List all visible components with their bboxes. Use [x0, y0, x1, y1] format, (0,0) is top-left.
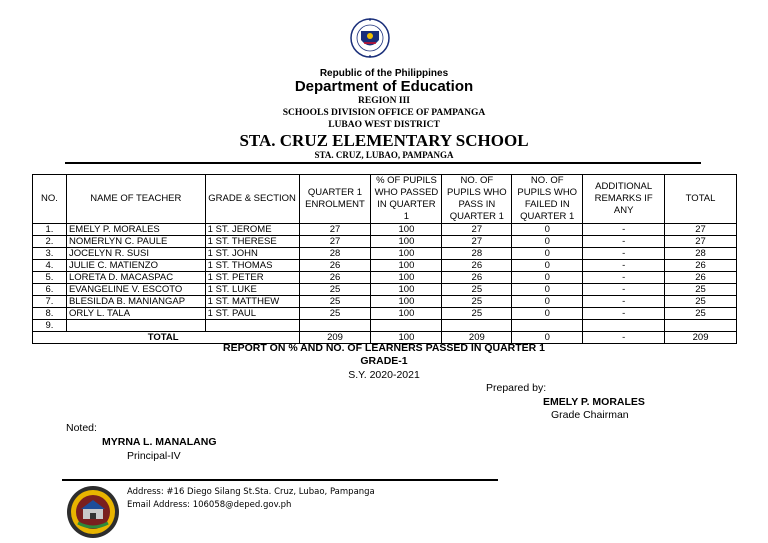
teacher-name: [66, 320, 205, 332]
teacher-name: ORLY L. TALA: [66, 308, 205, 320]
grade-section: 1 ST. MATTHEW: [205, 296, 299, 308]
noted-position: Principal-IV: [127, 450, 181, 462]
remarks: -: [583, 224, 665, 236]
remarks: -: [583, 308, 665, 320]
row-no: 4.: [33, 260, 67, 272]
no-failed: 0: [512, 308, 583, 320]
quarter-report-table: [32, 174, 737, 344]
remarks: -: [583, 284, 665, 296]
footer-address: Address: #16 Diego Silang St.Sta. Cruz, Lubao, Pampanga: [127, 487, 375, 497]
col-failed-header: NO. OF PUPILS WHO FAILED IN QUARTER 1: [512, 175, 583, 224]
row-total: 28: [665, 248, 737, 260]
prepared-position: Grade Chairman: [551, 409, 629, 421]
teacher-name: NOMERLYN C. PAULE: [66, 236, 205, 248]
remarks: -: [583, 272, 665, 284]
enrolment: 25: [299, 296, 371, 308]
table-row: [33, 284, 737, 296]
row-no: 8.: [33, 308, 67, 320]
teacher-name: EMELY P. MORALES: [66, 224, 205, 236]
footer-email: Email Address: 106058@deped.gov.ph: [127, 500, 292, 510]
remarks: -: [583, 296, 665, 308]
table-row: [33, 260, 737, 272]
footer-divider: [62, 479, 498, 481]
total-pct: 100: [371, 332, 442, 344]
prepared-label: Prepared by:: [486, 382, 547, 394]
total-remarks: -: [583, 332, 665, 344]
pct-passed: 100: [371, 296, 442, 308]
row-total: 26: [665, 260, 737, 272]
no-passed: [442, 320, 512, 332]
table-row: [33, 272, 737, 284]
total-failed: 0: [512, 332, 583, 344]
grade-section: 1 ST. LUKE: [205, 284, 299, 296]
district-line: LUBAO WEST DISTRICT: [328, 120, 440, 130]
row-no: 3.: [33, 248, 67, 260]
col-no-header: NO.: [33, 175, 67, 224]
no-failed: [512, 320, 583, 332]
enrolment: 27: [299, 236, 371, 248]
col-total-header: TOTAL: [665, 175, 737, 224]
teacher-name: JULIE C. MATIENZO: [66, 260, 205, 272]
no-passed: 25: [442, 296, 512, 308]
row-total: 25: [665, 284, 737, 296]
no-passed: 26: [442, 260, 512, 272]
row-no: 9.: [33, 320, 67, 332]
grade-section: 1 ST. JEROME: [205, 224, 299, 236]
table-row: [33, 296, 737, 308]
department-name: Department of Education: [294, 78, 474, 95]
total-passed: 209: [442, 332, 512, 344]
teacher-name: JOCELYN R. SUSI: [66, 248, 205, 260]
no-passed: 27: [442, 236, 512, 248]
remarks: -: [583, 260, 665, 272]
no-failed: 0: [512, 284, 583, 296]
row-no: 2.: [33, 236, 67, 248]
grade-section: 1 ST. PETER: [205, 272, 299, 284]
pct-passed: 100: [371, 260, 442, 272]
region-line: REGION III: [358, 96, 410, 106]
pct-passed: 100: [371, 248, 442, 260]
school-seal-logo: [66, 485, 120, 539]
no-passed: 25: [442, 308, 512, 320]
grade-section: [205, 320, 299, 332]
grade-section: 1 ST. THERESE: [205, 236, 299, 248]
col-pct-header: % OF PUPILS WHO PASSED IN QUARTER 1: [371, 175, 442, 224]
enrolment: 25: [299, 284, 371, 296]
col-enrolment-header: QUARTER 1 ENROLMENT: [299, 175, 371, 224]
grade-section: 1 ST. JOHN: [205, 248, 299, 260]
noted-label: Noted:: [66, 422, 97, 434]
enrolment: [299, 320, 371, 332]
grade-section: 1 ST. PAUL: [205, 308, 299, 320]
row-total: 25: [665, 296, 737, 308]
no-passed: 28: [442, 248, 512, 260]
enrolment: 26: [299, 260, 371, 272]
report-grade: GRADE-1: [360, 355, 408, 367]
noted-name: MYRNA L. MANALANG: [102, 436, 217, 448]
remarks: -: [583, 248, 665, 260]
row-total: 27: [665, 224, 737, 236]
no-failed: 0: [512, 260, 583, 272]
no-failed: 0: [512, 272, 583, 284]
no-passed: 27: [442, 224, 512, 236]
teacher-name: BLESILDA B. MANIANGAP: [66, 296, 205, 308]
table-row: [33, 236, 737, 248]
col-remarks-header: ADDITIONAL REMARKS IF ANY: [583, 175, 665, 224]
row-total: 26: [665, 272, 737, 284]
enrolment: 26: [299, 272, 371, 284]
no-failed: 0: [512, 236, 583, 248]
school-name: STA. CRUZ ELEMENTARY SCHOOL: [239, 131, 529, 150]
pct-passed: 100: [371, 272, 442, 284]
col-section-header: GRADE & SECTION: [205, 175, 299, 224]
row-no: 7.: [33, 296, 67, 308]
pct-passed: [371, 320, 442, 332]
pct-passed: 100: [371, 224, 442, 236]
school-year: S.Y. 2020-2021: [348, 369, 420, 381]
enrolment: 25: [299, 308, 371, 320]
enrolment: 27: [299, 224, 371, 236]
teacher-name: EVANGELINE V. ESCOTO: [66, 284, 205, 296]
table-row: [33, 224, 737, 236]
table-row: [33, 308, 737, 320]
header-divider: [65, 162, 701, 164]
republic-line: Republic of the Philippines: [319, 68, 449, 79]
no-passed: 25: [442, 284, 512, 296]
no-failed: 0: [512, 248, 583, 260]
col-passed-header: NO. OF PUPILS WHO PASS IN QUARTER 1: [442, 175, 512, 224]
school-address: STA. CRUZ, LUBAO, PAMPANGA: [314, 150, 454, 160]
row-no: 6.: [33, 284, 67, 296]
pct-passed: 100: [371, 284, 442, 296]
col-teacher-header: NAME OF TEACHER: [66, 175, 205, 224]
division-line: SCHOOLS DIVISION OFFICE OF PAMPANGA: [282, 108, 486, 118]
deped-seal-logo: [350, 7, 390, 69]
grade-section: 1 ST. THOMAS: [205, 260, 299, 272]
row-total: 27: [665, 236, 737, 248]
table-row: [33, 248, 737, 260]
prepared-name: EMELY P. MORALES: [543, 396, 645, 408]
row-no: 5.: [33, 272, 67, 284]
no-failed: 0: [512, 296, 583, 308]
no-passed: 26: [442, 272, 512, 284]
teacher-name: LORETA D. MACASPAC: [66, 272, 205, 284]
enrolment: 28: [299, 248, 371, 260]
remarks: [583, 320, 665, 332]
row-total: 25: [665, 308, 737, 320]
no-failed: 0: [512, 224, 583, 236]
pct-passed: 100: [371, 308, 442, 320]
report-title: REPORT ON % AND NO. OF LEARNERS PASSED IN QUARTER 1: [222, 342, 546, 354]
totals-label: TOTAL: [33, 332, 300, 344]
row-no: 1.: [33, 224, 67, 236]
table-row: [33, 320, 737, 332]
total-enrolment: 209: [299, 332, 371, 344]
pct-passed: 100: [371, 236, 442, 248]
grand-total: 209: [665, 332, 737, 344]
row-total: [665, 320, 737, 332]
table-header-row: [33, 175, 737, 224]
remarks: -: [583, 236, 665, 248]
